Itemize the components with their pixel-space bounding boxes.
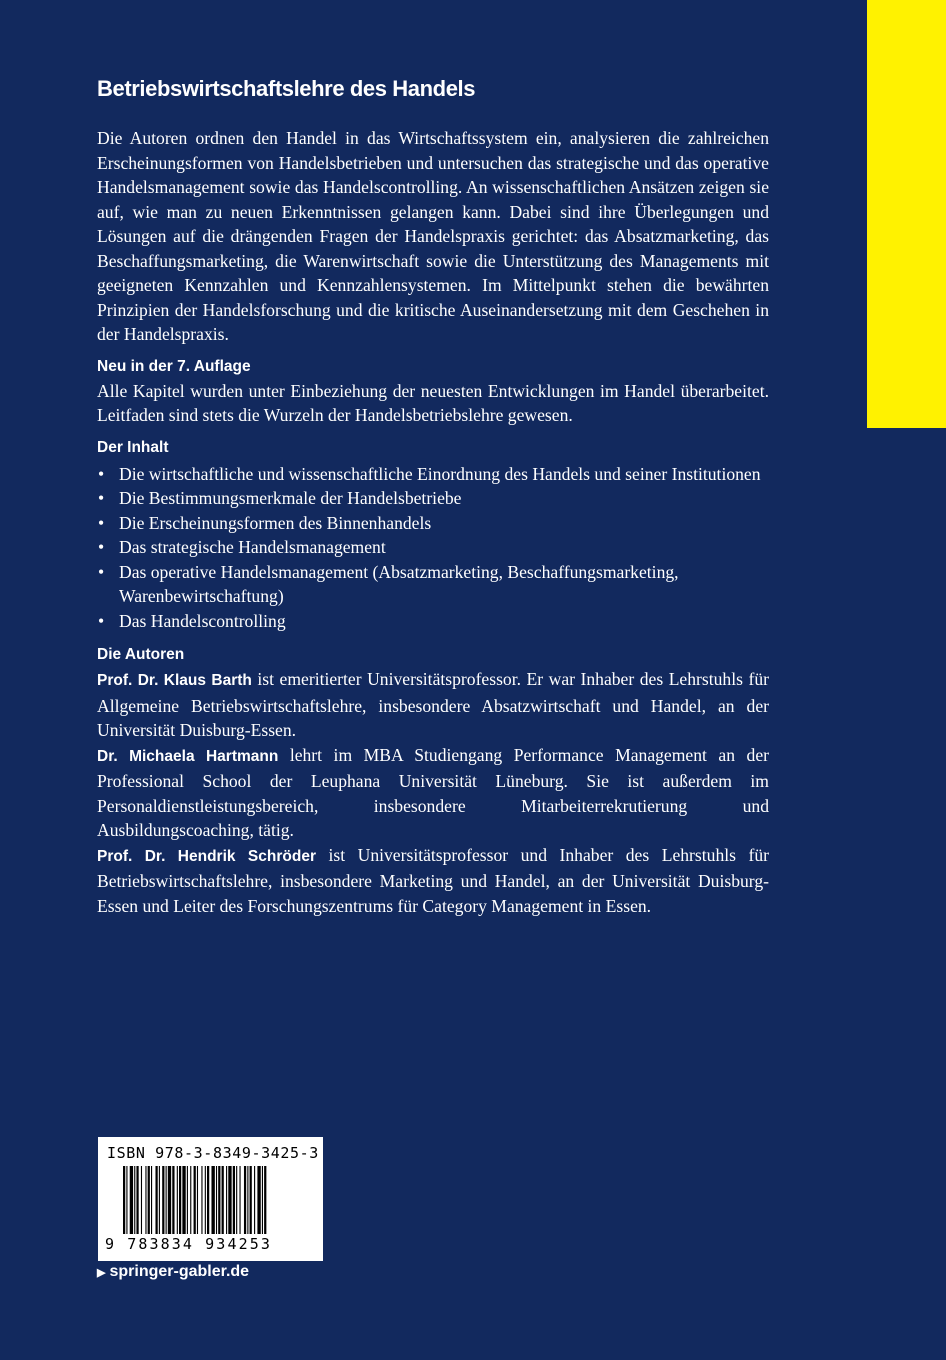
contents-heading: Der Inhalt <box>97 438 169 456</box>
bullet-icon: • <box>98 561 105 582</box>
new-edition-heading: Neu in der 7. Auflage <box>97 357 251 375</box>
author-bio-schroeder: Prof. Dr. Hendrik Schröder ist Universitätsprofessor und Inhaber des Lehrstuhls für Betriebswirtschaftslehre, insbesondere Marketing und Handel, an der Universität Duisburg-Essen und Leiter des Forschungszentrums für Category Management in Essen. <box>97 844 769 916</box>
bullet-icon: • <box>98 537 105 557</box>
arrow-right-icon: ▶ <box>97 1266 106 1279</box>
barcode-bars <box>123 1166 313 1234</box>
author-name: Prof. Dr. Hendrik Schröder <box>97 847 316 865</box>
author-name: Dr. Michaela Hartmann <box>97 747 279 765</box>
bullet-icon: • <box>98 488 105 508</box>
new-edition-text: Alle Kapitel wurden unter Einbeziehung der neuesten Entwicklungen im Handel überarbeitet. Leitfaden sind stets die Wurzeln der Handelsbetriebslehre gewesen. <box>97 380 769 425</box>
bullet-icon: • <box>98 512 105 533</box>
author-bio-hartmann: Dr. Michaela Hartmann lehrt im MBA Studiengang Performance Management an der Professional School der Leuphana Universität Lüneburg. Sie ist außerdem im Personaldienstleistungsbereich, insbesondere Mitarbeiterrekrutierung und Ausbildungscoaching, tätig. <box>97 744 769 840</box>
isbn-barcode <box>98 1137 323 1261</box>
list-item: • Die wirtschaftliche und wissenschaftliche Einordnung des Handels und seiner Institutionen <box>97 462 769 487</box>
author-bio-barth: Prof. Dr. Klaus Barth ist emeritierter Universitätsprofessor. Er war Inhaber des Lehrstuhls für Allgemeine Betriebswirtschaftslehre, insbesondere Absatzwirtschaft und Handel, an der Universität Duisburg-Essen. <box>97 669 769 740</box>
list-item: • Das operative Handelsmanagement (Absatzmarketing, Beschaffungsmarketing, Warenbewirtschaftung) <box>98 561 679 606</box>
yellow-accent-strip <box>867 0 946 428</box>
bullet-icon: • <box>98 463 105 484</box>
contents-list <box>97 462 769 634</box>
author-name: Prof. Dr. Klaus Barth <box>97 672 252 689</box>
book-title: Betriebswirtschaftslehre des Handels <box>97 76 476 101</box>
list-item: • Das Handelscontrolling <box>97 609 769 634</box>
list-item: • Die Erscheinungsformen des Binnenhandels <box>97 511 769 536</box>
list-item: • Das strategische Handelsmanagement <box>97 535 769 560</box>
intro-paragraph: Die Autoren ordnen den Handel in das Wirtschaftssystem ein, analysieren die zahlreichen Erscheinungsformen von Handelsbetrieben und untersuchen das strategische und das operative Handelsmanagement sowie das Handelscontrolling. An wissenschaftlichen Ansätzen zeigen sie auf, wie man zu neuen Erkenntnissen gelangen kann. Dabei sind ihre Überlegungen und Lösungen auf die drängenden Fragen der Handelspraxis gerichtet: das Absatzmarketing, das Beschaffungsmarketing, die Warenwirtschaft sowie die Unterstützung des Managements mit geeigneten Kennzahlen und Kennzahlensystemen. Im Mittelpunkt stehen die bewährten Prinzipien der Handelsforschung und die kritische Auseinandersetzung mit dem Geschehen in der Handelspraxis. <box>97 128 769 344</box>
publisher-website[interactable] <box>97 1263 249 1281</box>
list-item: • Die Bestimmungsmerkmale der Handelsbetriebe <box>97 486 769 511</box>
authors-heading: Die Autoren <box>97 646 185 663</box>
isbn-number: ISBN 978-3-8349-3425-3 <box>107 1144 319 1162</box>
barcode-digits: 9 783834 934253 <box>105 1235 272 1253</box>
bullet-icon: • <box>98 610 105 631</box>
back-cover-text <box>97 74 769 918</box>
website-label: springer-gabler.de <box>109 1263 250 1280</box>
